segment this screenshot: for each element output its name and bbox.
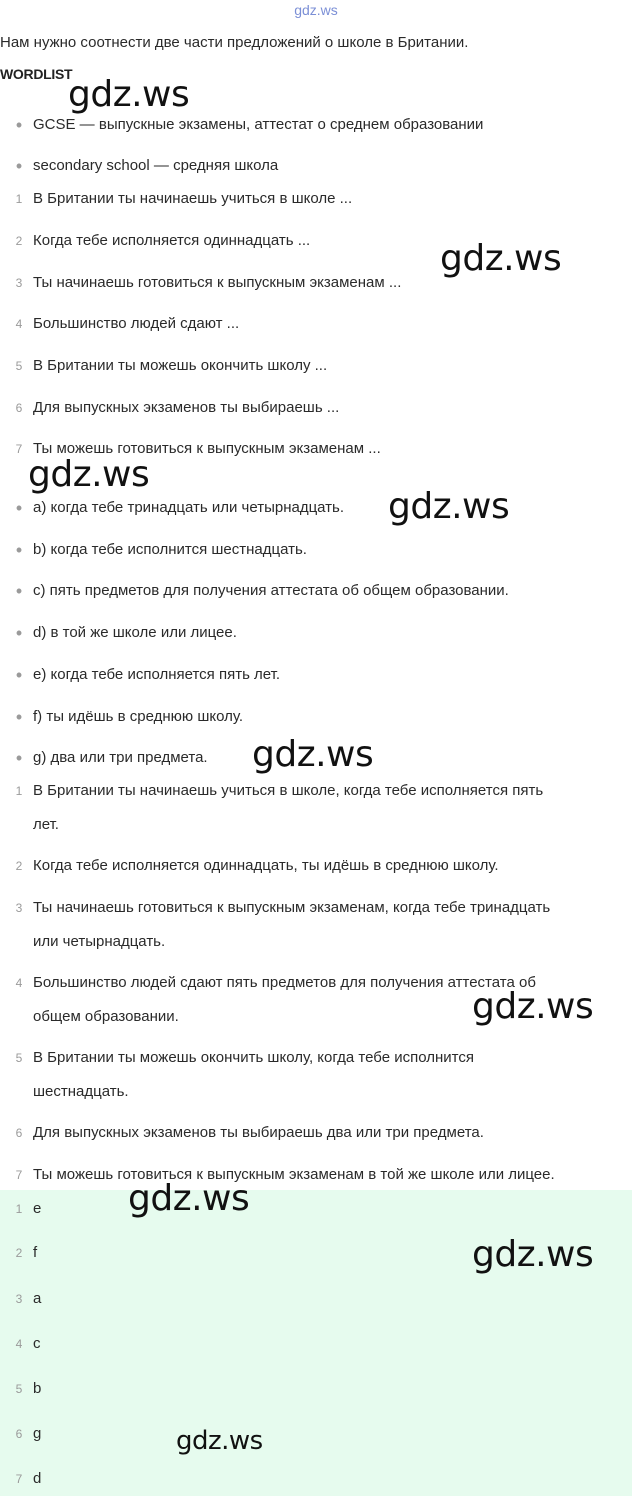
- bullet-icon: •: [15, 581, 23, 601]
- watermark: gdz.ws: [388, 486, 510, 527]
- list-number: 4: [15, 1337, 23, 1351]
- list-number: 6: [15, 1126, 23, 1140]
- list-number: 7: [15, 442, 23, 456]
- list-number: 6: [15, 1427, 23, 1441]
- list-number: 7: [15, 1472, 23, 1486]
- bullet-icon: •: [15, 707, 23, 727]
- bullet-icon: •: [15, 156, 23, 176]
- list-number: 3: [15, 901, 23, 915]
- list-number: 4: [15, 317, 23, 331]
- bullet-icon: •: [15, 748, 23, 768]
- watermark: gdz.ws: [68, 74, 190, 115]
- list-number: 5: [15, 1051, 23, 1065]
- watermark: gdz.ws: [472, 1234, 594, 1275]
- list-number: 4: [15, 976, 23, 990]
- list-number: 2: [15, 234, 23, 248]
- list-number: 2: [15, 1246, 23, 1260]
- intro-text: Нам нужно соотнести две части предложений о школе в Британии.: [0, 34, 469, 51]
- watermark: gdz.ws: [440, 238, 562, 279]
- watermark: gdz.ws: [472, 986, 594, 1027]
- bullet-icon: •: [15, 115, 23, 135]
- site-link[interactable]: gdz.ws: [294, 2, 338, 18]
- list-number: 1: [15, 784, 23, 798]
- bullet-icon: •: [15, 498, 23, 518]
- bullet-icon: •: [15, 623, 23, 643]
- list-number: 5: [15, 1382, 23, 1396]
- list-number: 1: [15, 1202, 23, 1216]
- watermark: gdz.ws: [252, 734, 374, 775]
- list-number: 6: [15, 401, 23, 415]
- list-number: 5: [15, 359, 23, 373]
- list-number: 2: [15, 859, 23, 873]
- watermark: gdz.ws: [128, 1178, 250, 1219]
- watermark: gdz.ws: [176, 1426, 263, 1456]
- bullet-icon: •: [15, 665, 23, 685]
- wordlist-heading: WORDLIST: [0, 66, 73, 82]
- list-number: 1: [15, 192, 23, 206]
- list-number: 3: [15, 276, 23, 290]
- answers-panel: 1 e 2 f 3 a 4 c 5 b 6 g 7 d: [0, 1190, 632, 1496]
- bullet-icon: •: [15, 540, 23, 560]
- watermark: gdz.ws: [28, 454, 150, 495]
- list-number: 3: [15, 1292, 23, 1306]
- list-number: 7: [15, 1168, 23, 1182]
